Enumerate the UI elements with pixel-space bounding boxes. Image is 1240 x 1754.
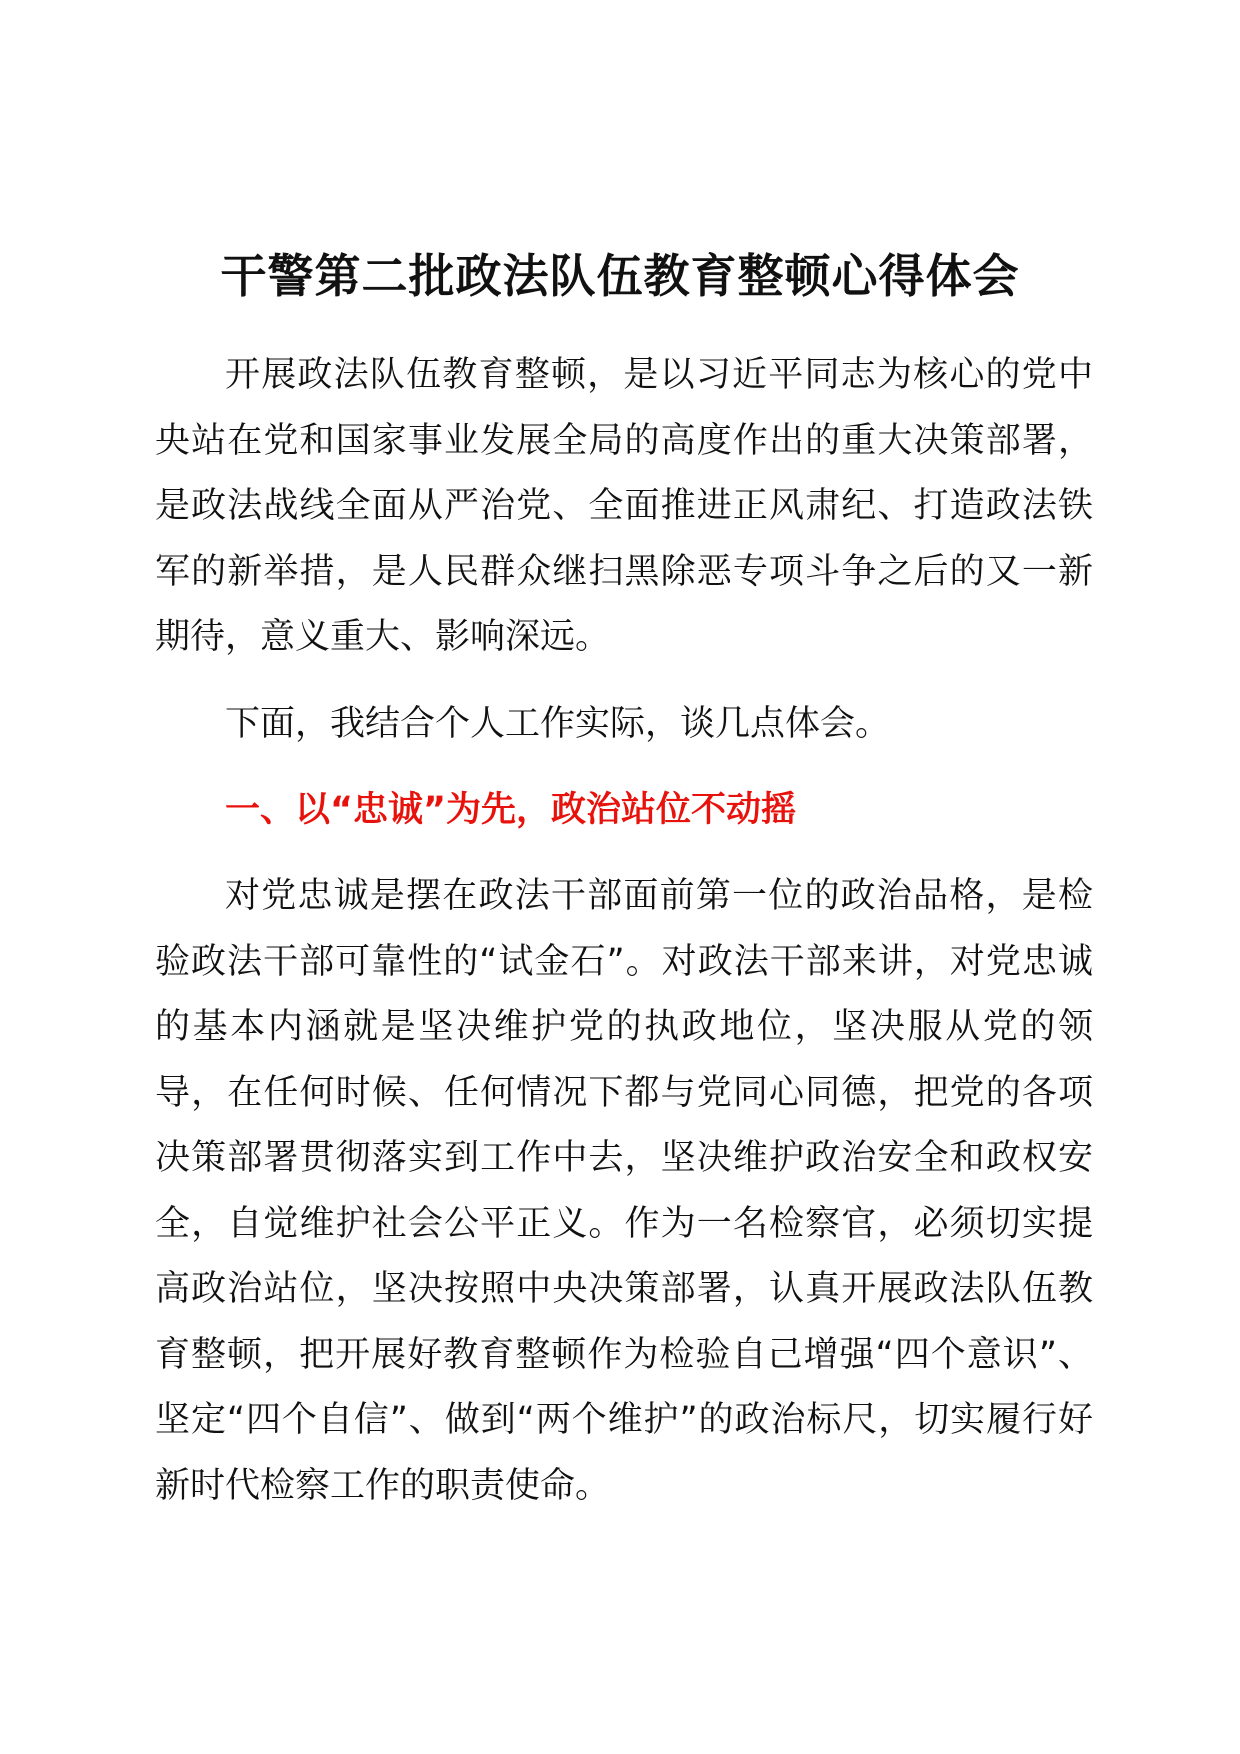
section-1-paragraph: 对党忠诚是摆在政法干部面前第一位的政治品格，是检验政法干部可靠性的“试金石”。对政法干部来讲，对党忠诚的基本内涵就是坚决维护党的执政地位，坚决服从党的领导，在任何时候、任何情况下都与党同心同德，把党的各项决策部署贯彻落实到工作中去，坚决维护政治安全和政权安全，自觉维护社会公平正义。作为一名检察官，必须切实提高政治站位，坚决按照中央决策部署，认真开展政法队伍教育整顿，把开展好教育整顿作为检验自己增强“四个意识”、坚定“四个自信”、做到“两个维护”的政治标尺，切实履行好新时代检察工作的职责使命。 [155,876,1093,1506]
intro-paragraph: 开展政法队伍教育整顿，是以习近平同志为核心的党中央站在党和国家事业发展全局的高度作出的重大决策部署，是政法战线全面从严治党、全面推进正风肃纪、打造政法铁军的新举措，是人民群众继扫黑除恶专项斗争之后的又一新期待，意义重大、影响深远。 [155,355,1093,657]
document-title: 干警第二批政法队伍教育整顿心得体会 [220,249,1020,303]
transition-paragraph: 下面，我结合个人工作实际，谈几点体会。 [225,704,891,744]
section-heading-1: 一、以“忠诚”为先，政治站位不动摇 [225,790,797,830]
